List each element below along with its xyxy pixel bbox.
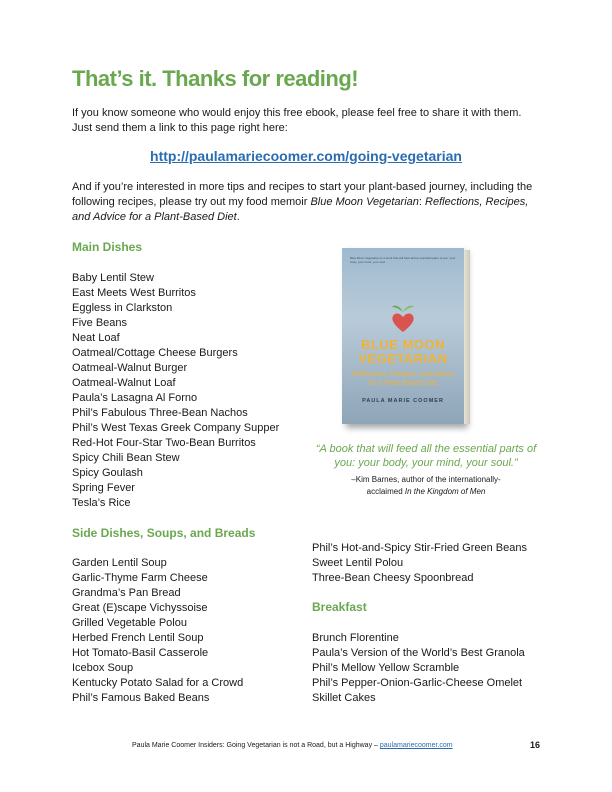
list-item: Three-Bean Cheesy Spoonbread [312, 572, 474, 584]
heart-sprout-icon [390, 300, 416, 334]
book-cover-blurb: Blue Moon Vegetarian is a book that will feed all the essential parts of you: your body, your mind, your soul. [350, 256, 456, 264]
promo-text: And if you’re interested in more tips and recipes to start your plant-based journey, including the following recipes, please try out my food memoir [72, 181, 533, 208]
book-cover-subtitle: Reflections, Recipes, and Advice for a Plant-Based Diet [352, 371, 454, 387]
main-dishes-heading: Main Dishes [72, 240, 143, 254]
book-cover-image [342, 248, 464, 424]
list-item: Grilled Vegetable Polou [72, 617, 187, 629]
list-item: Spring Fever [72, 482, 135, 494]
list-item: Great (E)scape Vichyssoise [72, 602, 208, 614]
going-vegetarian-link[interactable]: http://paulamariecoomer.com/going-vegetarian [150, 148, 462, 164]
list-item: Kentucky Potato Salad for a Crowd [72, 677, 244, 689]
breakfast-list [312, 631, 525, 706]
main-dishes-list [72, 271, 279, 511]
page-number: 16 [530, 740, 541, 750]
list-item: Tesla’s Rice [72, 497, 131, 509]
promo-book-title: Blue Moon Vegetarian [310, 196, 419, 208]
book-cover-title-line2: VEGETARIAN [358, 351, 448, 366]
list-item: Oatmeal-Walnut Burger [72, 362, 188, 374]
footer-text: Paula Marie Coomer Insiders: Going Vegetarian is not a Road, but a Highway – [132, 742, 380, 749]
list-item: Eggless in Clarkston [72, 302, 173, 314]
list-item: Phil’s Pepper-Onion-Garlic-Cheese Omelet [312, 677, 523, 689]
list-item: Neat Loaf [72, 332, 120, 344]
attribution-line2 [316, 486, 536, 498]
list-item: Oatmeal/Cottage Cheese Burgers [72, 347, 238, 359]
list-item: Oatmeal-Walnut Loaf [72, 377, 176, 389]
side-dishes-list-left [72, 556, 243, 706]
list-item: Red-Hot Four-Star Two-Bean Burritos [72, 437, 256, 449]
list-item: Paula’s Version of the World’s Best Granola [312, 647, 525, 659]
list-item: Phil’s Mellow Yellow Scramble [312, 662, 460, 674]
list-item: Garden Lentil Soup [72, 557, 167, 569]
book-cover-title-line1: BLUE MOON [361, 337, 445, 352]
attribution-prefix: acclaimed [366, 487, 405, 496]
side-dishes-heading: Side Dishes, Soups, and Breads [72, 526, 256, 540]
list-item: Spicy Chili Bean Stew [72, 452, 180, 464]
page-footer [132, 742, 453, 749]
list-item: Brunch Florentine [312, 632, 399, 644]
book-page-edges [464, 250, 470, 424]
list-item: Skillet Cakes [312, 692, 376, 704]
list-item: Phil’s West Texas Greek Company Supper [72, 422, 280, 434]
list-item: Sweet Lentil Polou [312, 557, 404, 569]
list-item: Phil’s Famous Baked Beans [72, 692, 210, 704]
page-title: That’s it. Thanks for reading! [72, 66, 359, 91]
list-item: Phil’s Hot-and-Spicy Stir-Fried Green Beans [312, 542, 527, 554]
side-dishes-list-right [312, 541, 527, 586]
list-item: East Meets West Burritos [72, 287, 196, 299]
list-item: Baby Lentil Stew [72, 272, 154, 284]
list-item: Garlic-Thyme Farm Cheese [72, 572, 208, 584]
list-item: Icebox Soup [72, 662, 134, 674]
breakfast-heading: Breakfast [312, 600, 367, 614]
list-item: Phil’s Fabulous Three-Bean Nachos [72, 407, 248, 419]
list-item: Herbed French Lentil Soup [72, 632, 204, 644]
attribution-line1: –Kim Barnes, author of the internationally- [351, 475, 501, 484]
promo-book-subtitle: Reflections, Recipes, and Advice for a Plant-Based Diet [72, 196, 529, 223]
list-item: Grandma’s Pan Bread [72, 587, 181, 599]
book-promo-paragraph [72, 180, 542, 225]
footer-website-link[interactable]: paulamariecoomer.com [379, 742, 453, 749]
attribution-book-title: In the Kingdom of Men [404, 487, 486, 496]
list-item: Spicy Goulash [72, 467, 143, 479]
intro-paragraph: If you know someone who would enjoy this free ebook, please feel free to share it with them. Just send them a link to this page right here: [72, 107, 522, 134]
quote-attribution [316, 474, 536, 498]
promo-period: . [236, 211, 240, 223]
list-item: Paula’s Lasagna Al Forno [72, 392, 198, 404]
list-item: Hot Tomato-Basil Casserole [72, 647, 209, 659]
book-cover-title [342, 338, 464, 366]
book-cover-author: PAULA MARIE COOMER [362, 398, 444, 404]
list-item: Five Beans [72, 317, 128, 329]
book-quote: “A book that will feed all the essential parts of you: your body, your mind, your soul.” [315, 443, 537, 469]
promo-colon: : [418, 196, 426, 208]
